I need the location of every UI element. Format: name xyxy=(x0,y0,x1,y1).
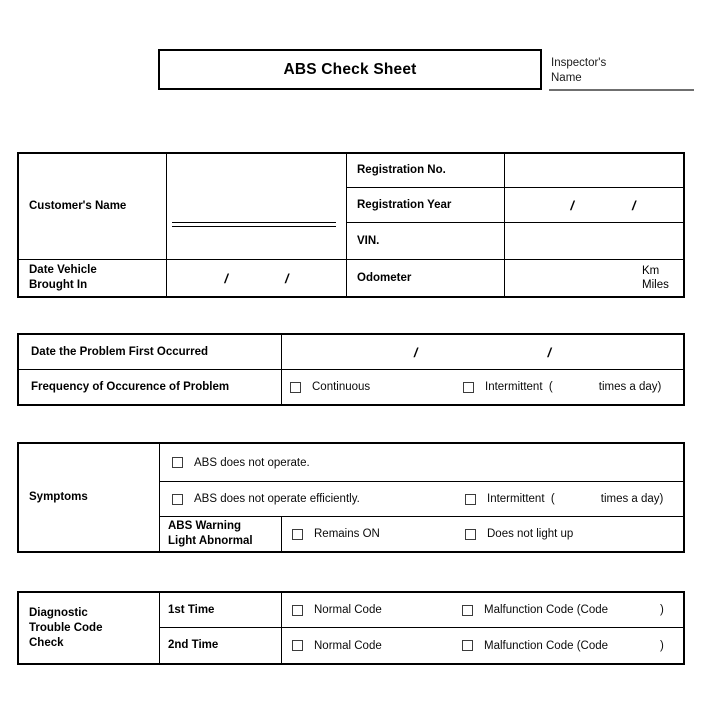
does-not-light-up-label: Does not light up xyxy=(487,528,574,540)
dtc-label-line1: Diagnostic xyxy=(29,606,88,619)
inspector-label-line1: Inspector's xyxy=(551,57,607,69)
problem-date-field[interactable] xyxy=(282,335,683,370)
dtc2-malfunction-code-option xyxy=(462,628,664,663)
vin-field[interactable] xyxy=(505,223,683,260)
odometer-field[interactable] xyxy=(505,260,683,296)
date-vehicle-brought-in-field[interactable] xyxy=(167,260,347,296)
abs-not-operate-efficiently-option xyxy=(172,482,360,516)
odometer-unit-miles: Miles xyxy=(642,279,669,291)
form-title: ABS Check Sheet xyxy=(283,60,417,78)
symptom-row-not-operate-efficiently xyxy=(160,482,683,517)
abs-warning-light-label-line2: Light Abnormal xyxy=(168,535,253,547)
dtc2-malfunction-code-paren: ) xyxy=(660,639,664,652)
dtc-2nd-time-options xyxy=(282,628,683,663)
symptoms-times-a-day-label: times a day) xyxy=(600,493,664,505)
dtc-1st-time-label: 1st Time xyxy=(160,593,282,628)
abs-not-operate-label: ABS does not operate. xyxy=(194,456,310,469)
date-slash: / xyxy=(570,197,574,213)
remains-on-checkbox[interactable] xyxy=(292,529,303,540)
intermittent-option xyxy=(463,370,661,404)
date-slash: / xyxy=(413,344,418,360)
abs-not-operate-efficiently-checkbox[interactable] xyxy=(172,494,183,505)
inspector-name-field[interactable] xyxy=(549,89,694,91)
date-vehicle-brought-in-label xyxy=(19,260,167,296)
dtc2-malfunction-code-checkbox[interactable] xyxy=(462,640,473,651)
registration-no-field[interactable] xyxy=(505,154,683,188)
dtc2-normal-code-option xyxy=(292,628,382,663)
dtc-check-label xyxy=(19,593,160,663)
continuous-label: Continuous xyxy=(312,381,371,393)
symptoms-table xyxy=(17,442,685,553)
date-slash: / xyxy=(632,197,636,213)
symptoms-label: Symptoms xyxy=(19,444,160,551)
customer-name-field[interactable] xyxy=(167,154,347,260)
dtc2-malfunction-code-label: Malfunction Code (Code xyxy=(484,639,609,652)
times-a-day-label: times a day) xyxy=(598,381,662,393)
registration-no-label: Registration No. xyxy=(347,154,505,188)
dtc-2nd-time-label: 2nd Time xyxy=(160,628,282,663)
diagnostic-trouble-code-table xyxy=(17,591,685,665)
does-not-light-up-option xyxy=(465,517,573,551)
customer-name-label: Customer's Name xyxy=(19,154,167,260)
warning-light-options xyxy=(282,517,683,551)
dtc1-normal-code-label: Normal Code xyxy=(314,604,382,616)
abs-not-operate-checkbox[interactable] xyxy=(172,457,183,468)
registration-year-label: Registration Year xyxy=(347,188,505,223)
abs-not-operate-option xyxy=(172,444,310,481)
symptoms-intermittent-option xyxy=(465,482,663,516)
inspector-label-line2: Name xyxy=(551,72,582,84)
date-slash: / xyxy=(224,270,228,286)
dtc-1st-time-options xyxy=(282,593,683,628)
continuous-checkbox[interactable] xyxy=(290,382,301,393)
date-slash: / xyxy=(285,270,289,286)
dtc2-normal-code-label: Normal Code xyxy=(314,639,382,652)
frequency-options xyxy=(282,370,683,404)
odometer-unit-km: Km xyxy=(642,265,660,277)
inspector-name-block xyxy=(551,56,606,86)
dtc-label-line3: Check xyxy=(29,636,64,649)
abs-warning-light-label xyxy=(160,517,282,551)
intermittent-label: Intermittent ( xyxy=(485,381,553,393)
symptoms-intermittent-checkbox[interactable] xyxy=(465,494,476,505)
vehicle-info-table xyxy=(17,152,685,298)
does-not-light-up-checkbox[interactable] xyxy=(465,529,476,540)
problem-occurrence-table xyxy=(17,333,685,406)
remains-on-option xyxy=(292,517,380,551)
continuous-option xyxy=(290,370,370,404)
dtc-label-line2: Trouble Code xyxy=(29,621,103,634)
abs-not-operate-efficiently-label: ABS does not operate efficiently. xyxy=(194,493,360,505)
form-title-box xyxy=(158,49,542,90)
dtc1-malfunction-code-paren: ) xyxy=(660,604,664,616)
date-vehicle-label-line2: Brought In xyxy=(29,279,88,291)
dtc1-normal-code-option xyxy=(292,593,382,627)
symptom-row-not-operate xyxy=(160,444,683,482)
dtc1-malfunction-code-option xyxy=(462,593,664,627)
abs-warning-light-label-line1: ABS Warning xyxy=(168,520,242,532)
registration-year-field[interactable] xyxy=(505,188,683,223)
odometer-label: Odometer xyxy=(347,260,505,296)
symptoms-intermittent-label: Intermittent ( xyxy=(487,493,555,505)
odometer-units xyxy=(642,264,669,292)
frequency-label: Frequency of Occurence of Problem xyxy=(19,370,282,404)
vin-label: VIN. xyxy=(347,223,505,260)
date-slash: / xyxy=(547,344,552,360)
problem-date-label: Date the Problem First Occurred xyxy=(19,335,282,370)
intermittent-checkbox[interactable] xyxy=(463,382,474,393)
remains-on-label: Remains ON xyxy=(314,528,380,540)
signature-line xyxy=(172,222,336,227)
dtc1-normal-code-checkbox[interactable] xyxy=(292,605,303,616)
dtc2-normal-code-checkbox[interactable] xyxy=(292,640,303,651)
dtc1-malfunction-code-label: Malfunction Code (Code xyxy=(484,604,609,616)
date-vehicle-label-line1: Date Vehicle xyxy=(29,264,97,276)
dtc1-malfunction-code-checkbox[interactable] xyxy=(462,605,473,616)
